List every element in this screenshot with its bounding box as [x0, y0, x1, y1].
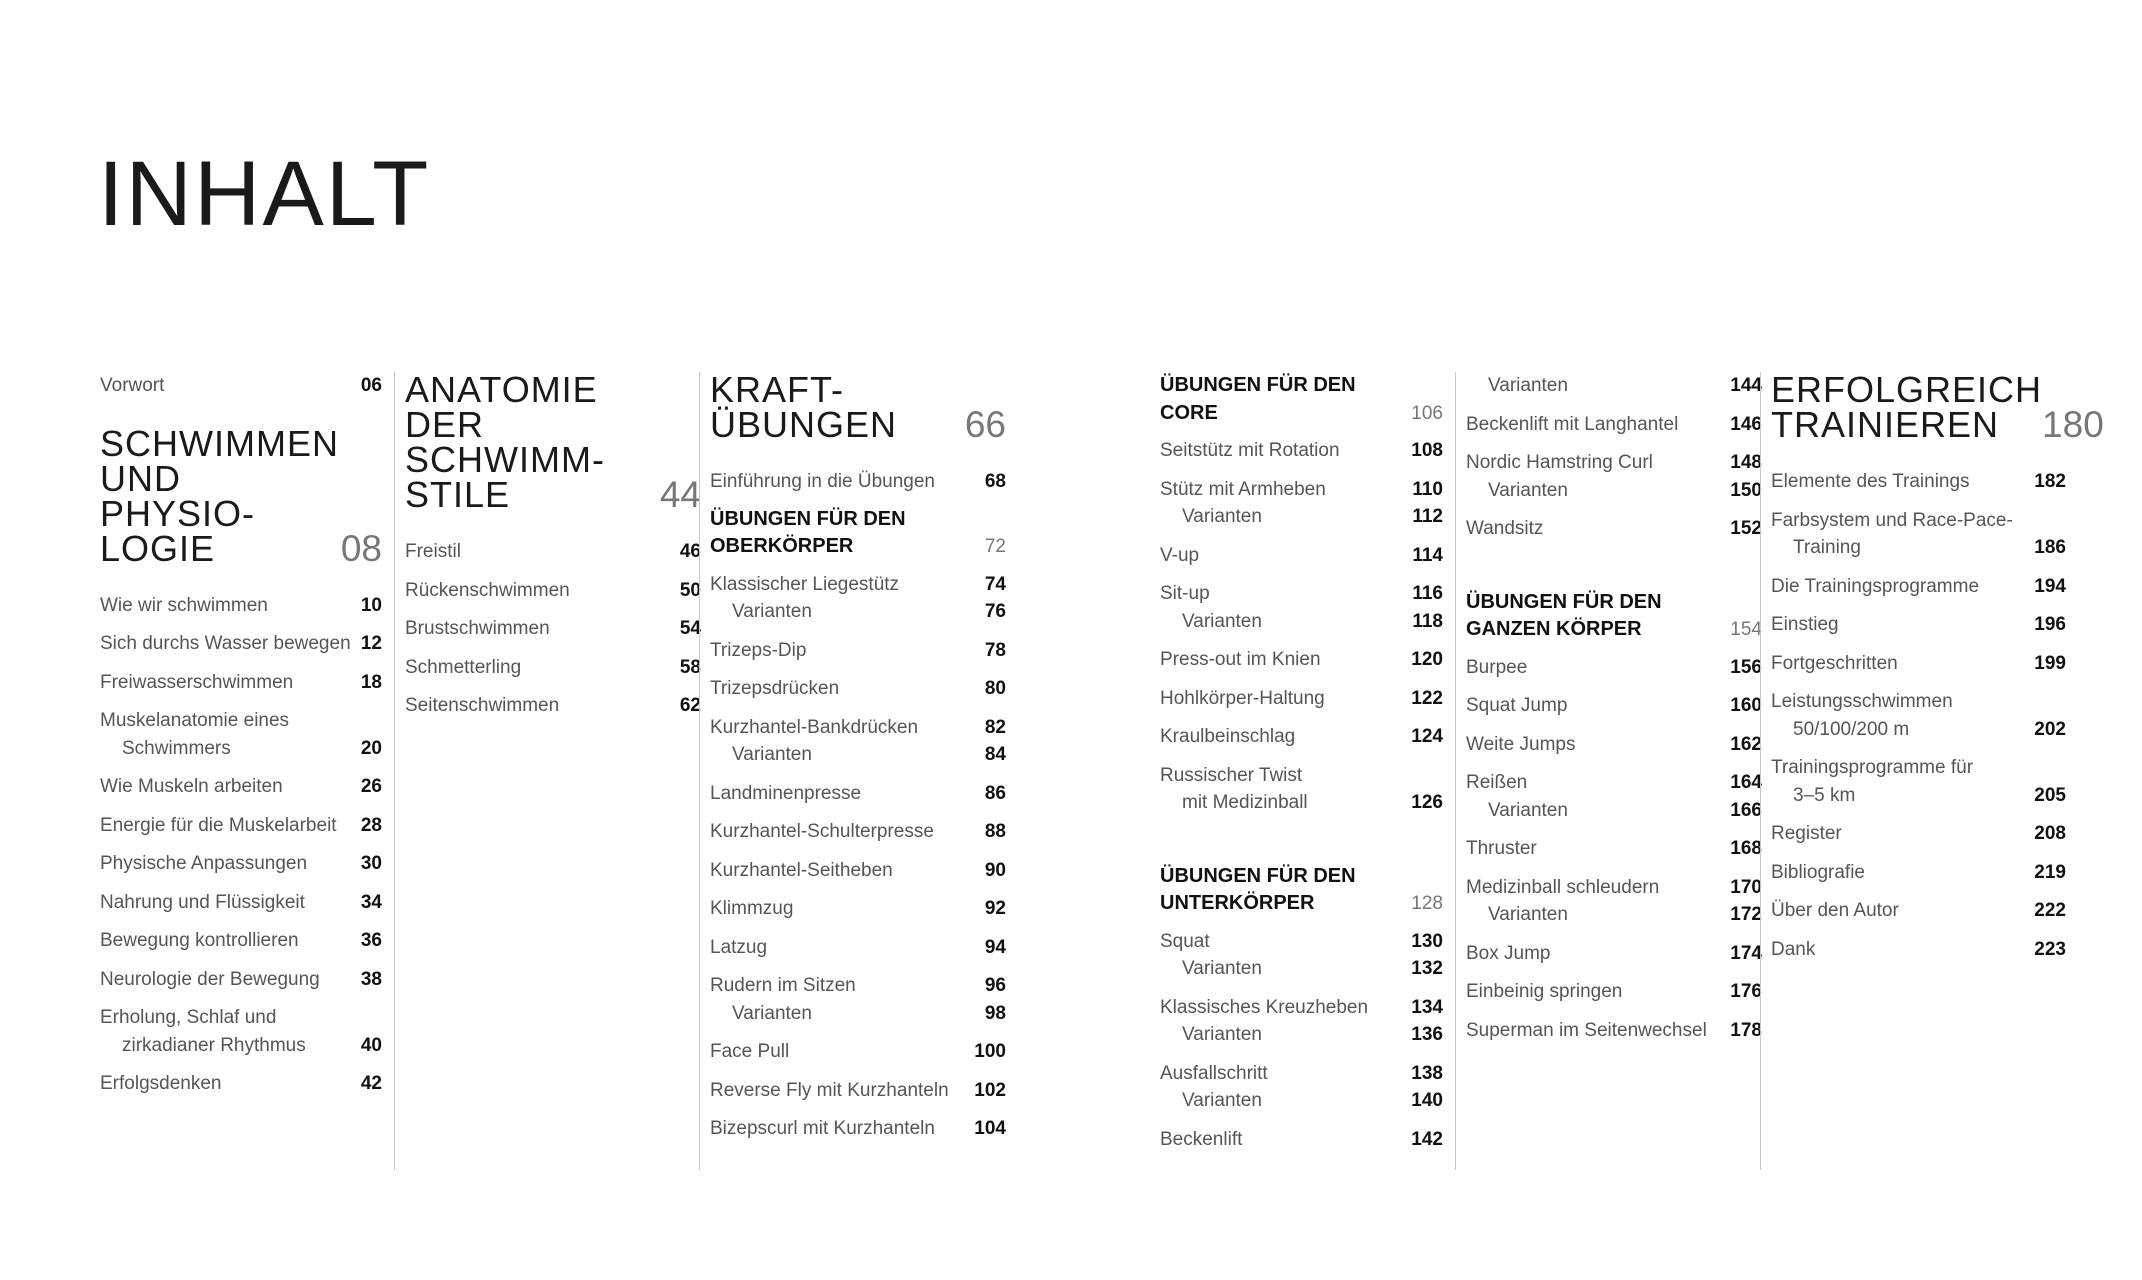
toc-entry-page: 96 98	[984, 975, 1006, 1024]
toc-entry-title: Sit-up Varianten	[1160, 583, 1262, 632]
toc-entry-title: Erfolgsdenken	[100, 1073, 222, 1094]
toc-entry-title: Wandsitz	[1466, 518, 1544, 539]
toc-entry-title: Bewegung kontrollieren	[100, 930, 299, 951]
toc-entry-title: Reverse Fly mit Kurzhanteln	[710, 1079, 949, 1101]
toc-entry[interactable]	[1160, 580, 1443, 635]
toc-entry[interactable]	[1771, 897, 2066, 925]
toc-list	[710, 571, 1006, 1143]
toc-list	[1466, 372, 1762, 543]
toc-entry-title: Thruster	[1466, 838, 1537, 859]
toc-entry[interactable]	[1771, 859, 2066, 887]
toc-entry-page: 90	[984, 859, 1006, 881]
section-title: ERFOLGREICH TRAINIEREN	[1771, 369, 2043, 445]
toc-entry[interactable]	[710, 895, 1006, 923]
toc-entry-title: Seitstütz mit Rotation	[1160, 440, 1340, 461]
toc-entry[interactable]	[1160, 994, 1443, 1049]
toc-entry-page: 34	[360, 891, 382, 913]
toc-entry-title: Klassisches Kreuzheben Varianten	[1160, 996, 1369, 1045]
toc-list	[1466, 654, 1762, 1045]
toc-entry[interactable]	[1771, 507, 2066, 562]
section-page: 08	[340, 527, 382, 569]
toc-entry[interactable]	[1466, 449, 1762, 504]
toc-entry-page: 40	[360, 1034, 382, 1056]
toc-entry-page: 82 84	[984, 716, 1006, 765]
toc-list	[405, 538, 701, 720]
toc-entry-page: 142	[1411, 1128, 1443, 1150]
toc-entry[interactable]	[100, 812, 382, 840]
toc-entry[interactable]	[1160, 437, 1443, 465]
toc-entry-title: Trizepsdrücken	[710, 678, 840, 699]
toc-entry[interactable]	[1466, 692, 1762, 720]
toc-entry[interactable]	[1160, 723, 1443, 751]
toc-entry[interactable]	[710, 818, 1006, 846]
toc-entry-title: Medizinball schleudern Varianten	[1466, 876, 1660, 925]
toc-entry-page: 162	[1730, 733, 1762, 755]
toc-entry-page: 86	[984, 782, 1006, 804]
toc-entry-title: Wie Muskeln arbeiten	[100, 776, 283, 797]
toc-list	[100, 592, 382, 1098]
toc-entry-title: Bibliografie	[1771, 861, 1865, 883]
toc-entry-page: 42	[360, 1073, 382, 1094]
toc-entry-page: 110 112	[1412, 478, 1443, 527]
toc-entry[interactable]	[1160, 476, 1443, 531]
toc-entry[interactable]	[1466, 769, 1762, 824]
toc-entry-title: Freiwasserschwimmen	[100, 671, 294, 693]
toc-entry[interactable]	[100, 707, 382, 762]
toc-column-6	[1760, 369, 2104, 1170]
toc-entry-page: 170 172	[1730, 876, 1762, 925]
toc-entry-title: Press-out im Knien	[1160, 649, 1321, 670]
toc-entry[interactable]	[1160, 928, 1443, 983]
toc-entry-title: Trizeps-Dip	[710, 639, 807, 661]
toc-entry-page: 138 140	[1411, 1062, 1443, 1111]
toc-entry-page: 196	[2034, 614, 2066, 635]
toc-entry[interactable]	[1466, 411, 1762, 439]
toc-entry[interactable]	[710, 1115, 1006, 1143]
toc-entry-title: Kraulbeinschlag	[1160, 726, 1296, 747]
toc-entry[interactable]	[1466, 372, 1762, 400]
toc-entry-title: Über den Autor	[1771, 900, 1899, 921]
toc-entry-page: 174	[1730, 942, 1762, 964]
toc-entry-title: Squat Jump	[1466, 695, 1568, 716]
toc-entry-title: Kurzhantel-Schulterpresse	[710, 821, 934, 842]
toc-entry-page: 10	[360, 594, 382, 616]
toc-entry[interactable]	[100, 850, 382, 878]
toc-column-4	[1160, 372, 1443, 1170]
toc-list	[1160, 437, 1443, 817]
section-heading-training[interactable]	[1771, 369, 2104, 445]
toc-entry-title: Face Pull	[710, 1041, 790, 1062]
toc-entry-title: Neurologie der Bewegung	[100, 968, 320, 990]
toc-entry-title: Physische Anpassungen	[100, 853, 308, 874]
toc-entry-page: 94	[984, 936, 1006, 958]
toc-entry-title: Kurzhantel-Seitheben	[710, 859, 893, 881]
toc-entry-title: Bizepscurl mit Kurzhanteln	[710, 1118, 935, 1139]
toc-entry-title: Nahrung und Flüssigkeit	[100, 891, 305, 913]
section-heading-anatomy[interactable]	[405, 369, 701, 515]
toc-entry-title: Leistungsschwimmen 50/100/200 m	[1771, 691, 1953, 740]
toc-entry-page: 160	[1730, 695, 1762, 716]
toc-entry-title: Wie wir schwimmen	[100, 594, 268, 616]
toc-entry-title: V-up	[1160, 544, 1200, 566]
toc-list	[1771, 468, 2066, 963]
toc-entry-title: Freistil	[405, 541, 461, 562]
toc-entry[interactable]	[100, 889, 382, 917]
toc-entry-title: Einbeinig springen	[1466, 981, 1623, 1002]
section-title: ANATOMIE DER SCHWIMM- STILE	[405, 369, 605, 515]
toc-entry-title: Muskelanatomie eines Schwimmers	[100, 710, 290, 759]
toc-entry-page: 130 132	[1411, 930, 1443, 979]
toc-entry-page: 208	[2034, 823, 2066, 844]
toc-entry-title: Register	[1771, 823, 1842, 844]
toc-entry-title: Russischer Twist mit Medizinball	[1160, 764, 1308, 813]
toc-entry-page: 88	[984, 821, 1006, 842]
toc-entry-page: 126	[1411, 792, 1443, 813]
toc-entry-page: 120	[1411, 649, 1443, 670]
toc-entry-page: 124	[1411, 726, 1443, 747]
toc-entry-page: 54	[679, 618, 701, 639]
toc-entry-title: Box Jump	[1466, 942, 1551, 964]
toc-entry-page: 194	[2034, 575, 2066, 597]
toc-entry-title: Burpee	[1466, 656, 1528, 678]
toc-entry[interactable]	[710, 1077, 1006, 1105]
toc-entry-page: 219	[2034, 861, 2066, 883]
toc-entry[interactable]	[1771, 573, 2066, 601]
toc-entry-title: Landminenpresse	[710, 782, 862, 804]
toc-entry-title: Reißen Varianten	[1466, 772, 1568, 821]
toc-entry-title: Fortgeschritten	[1771, 652, 1898, 674]
toc-entry-title: Latzug	[710, 936, 768, 958]
toc-list	[1160, 928, 1443, 1154]
toc-entry-title: Die Trainingsprogramme	[1771, 575, 1980, 597]
toc-entry[interactable]	[100, 927, 382, 955]
toc-entry-title: Nordic Hamstring Curl Varianten	[1466, 452, 1653, 501]
toc-entry-title: Squat Varianten	[1160, 930, 1262, 979]
toc-entry-page: 116 118	[1412, 583, 1443, 632]
toc-entry-title: Rückenschwimmen	[405, 579, 570, 601]
toc-entry[interactable]	[1771, 936, 2066, 964]
toc-entry-page: 114	[1412, 544, 1443, 566]
toc-entry-page: 205	[2034, 784, 2066, 806]
toc-entry-page: 62	[679, 695, 701, 716]
toc-entry[interactable]	[1771, 611, 2066, 639]
section-page: 44	[659, 474, 701, 515]
subsection-heading-full-body[interactable]: ÜBUNGEN FÜR DEN GANZEN KÖRPER 154	[1466, 590, 1762, 640]
toc-entry[interactable]	[1771, 650, 2066, 678]
toc-entry-page: 148 150	[1730, 452, 1762, 501]
toc-entry[interactable]	[710, 857, 1006, 885]
toc-entry-title: Brustschwimmen	[405, 618, 550, 639]
toc-entry-title: Seitenschwimmen	[405, 695, 560, 716]
toc-entry[interactable]	[1466, 835, 1762, 863]
toc-entry[interactable]	[1160, 542, 1443, 570]
toc-entry[interactable]	[1466, 940, 1762, 968]
toc-entry-page: 168	[1730, 838, 1762, 859]
toc-entry[interactable]	[405, 692, 701, 720]
toc-entry-page: 164 166	[1730, 772, 1762, 821]
toc-entry-page: 102	[974, 1079, 1006, 1101]
toc-entry-title: Schmetterling	[405, 656, 522, 678]
subsection-heading-upper-body[interactable]: ÜBUNGEN FÜR DEN OBERKÖRPER 72	[710, 507, 1006, 557]
toc-entry[interactable]	[100, 1070, 382, 1098]
toc-entry[interactable]	[100, 966, 382, 994]
toc-column-3	[699, 369, 1006, 1170]
toc-entry-page: 58	[679, 656, 701, 678]
toc-column-5	[1455, 372, 1762, 1170]
subsection-heading-core[interactable]: ÜBUNGEN FÜR DEN CORE 106	[1160, 374, 1443, 424]
toc-entry-title: Dank	[1771, 938, 1816, 960]
toc-entry[interactable]	[100, 1004, 382, 1059]
toc-entry-page: 222	[2034, 900, 2066, 921]
toc-entry[interactable]	[1771, 688, 2066, 743]
toc-entry-page: 50	[679, 579, 701, 601]
toc-entry[interactable]	[710, 675, 1006, 703]
toc-entry-page: 30	[360, 853, 382, 874]
toc-entry-title: Stütz mit Armheben Varianten	[1160, 478, 1326, 527]
section-page: 180	[2042, 404, 2104, 445]
toc-entry[interactable]	[1466, 1017, 1762, 1045]
section-heading-strength[interactable]	[710, 369, 1006, 445]
toc-entry-title: Erholung, Schlaf und zirkadianer Rhythmus	[100, 1007, 306, 1056]
toc-entry[interactable]: Vorwort 06	[100, 375, 382, 396]
toc-entry[interactable]	[1771, 468, 2066, 496]
toc-entry-page: 122	[1411, 687, 1443, 709]
toc-entry-title: Ausfallschritt Varianten	[1160, 1062, 1268, 1111]
toc-entry[interactable]	[1466, 654, 1762, 682]
toc-entry-title: Hohlkörper-Haltung	[1160, 687, 1325, 709]
toc-entry[interactable]	[405, 615, 701, 643]
toc-entry[interactable]	[1160, 1126, 1443, 1154]
toc-entry-title: Weite Jumps	[1466, 733, 1576, 755]
toc-entry[interactable]	[405, 654, 701, 682]
section-heading-swimming[interactable]	[100, 422, 382, 569]
toc-entry[interactable]	[1160, 1060, 1443, 1115]
toc-entry-title: Klimmzug	[710, 898, 794, 919]
toc-entry[interactable]	[710, 637, 1006, 665]
toc-entry-page: 78	[984, 639, 1006, 661]
toc-entry-page: 74 76	[984, 573, 1006, 622]
toc-entry-page: 146	[1730, 413, 1762, 435]
page-title: INHALT	[98, 143, 431, 245]
toc-entry[interactable]	[100, 773, 382, 801]
section-page: 66	[964, 404, 1006, 445]
toc-entry-title: Klassischer Liegestütz Varianten	[710, 573, 900, 622]
toc-entry[interactable]	[100, 592, 382, 620]
toc-entry[interactable]: Einführung in die Übungen 68	[710, 471, 1006, 492]
toc-entry[interactable]	[710, 972, 1006, 1027]
toc-entry-page: 186	[2034, 537, 2066, 558]
toc-entry-page: 152	[1730, 518, 1762, 539]
toc-entry[interactable]	[710, 934, 1006, 962]
toc-entry[interactable]	[1160, 646, 1443, 674]
toc-entry-title: Kurzhantel-Bankdrücken Varianten	[710, 716, 919, 765]
toc-entry-title: Beckenlift	[1160, 1128, 1243, 1150]
toc-entry-page: 100	[974, 1041, 1006, 1062]
toc-entry[interactable]	[100, 669, 382, 697]
toc-entry-page: 178	[1730, 1019, 1762, 1041]
toc-entry-page: 28	[360, 814, 382, 836]
toc-entry-page: 80	[984, 678, 1006, 699]
toc-entry-page: 223	[2034, 938, 2066, 960]
subsection-heading-lower-body[interactable]: ÜBUNGEN FÜR DEN UNTERKÖRPER 128	[1160, 864, 1443, 914]
toc-entry-title: Beckenlift mit Langhantel	[1466, 413, 1679, 435]
toc-entry[interactable]	[405, 577, 701, 605]
toc-entry[interactable]	[1160, 762, 1443, 817]
toc-entry[interactable]	[1466, 731, 1762, 759]
toc-entry-page: 12	[360, 633, 382, 654]
toc-entry-page: 156	[1730, 656, 1762, 678]
toc-entry-title: Varianten	[1488, 375, 1568, 396]
toc-entry-title: Elemente des Trainings	[1771, 471, 1970, 492]
toc-entry-page: 108	[1411, 440, 1443, 461]
toc-entry-page: 199	[2034, 652, 2066, 674]
toc-entry-title: Farbsystem und Race-Pace- Training	[1771, 509, 2013, 558]
toc-entry[interactable]	[100, 630, 382, 658]
toc-entry[interactable]	[710, 571, 1006, 626]
toc-entry-page: 144	[1730, 375, 1762, 396]
toc-entry[interactable]	[1466, 515, 1762, 543]
toc-entry-page: 18	[360, 671, 382, 693]
toc-entry-title: Sich durchs Wasser bewegen	[100, 633, 351, 654]
toc-entry-page: 46	[679, 541, 701, 562]
toc-entry-title: Rudern im Sitzen Varianten	[710, 975, 856, 1024]
toc-column-2	[394, 369, 701, 1170]
toc-entry-page: 202	[2034, 718, 2066, 740]
section-title: SCHWIMMEN UND PHYSIO- LOGIE	[100, 422, 339, 569]
toc-entry[interactable]	[710, 780, 1006, 808]
toc-entry-title: Einstieg	[1771, 614, 1839, 635]
toc-entry-page: 134 136	[1411, 996, 1443, 1045]
toc-entry[interactable]	[1466, 874, 1762, 929]
toc-entry-page: 176	[1730, 981, 1762, 1002]
toc-entry-page: 38	[360, 968, 382, 990]
toc-entry[interactable]	[710, 1038, 1006, 1066]
toc-entry-page: 104	[974, 1118, 1006, 1139]
toc-entry[interactable]	[1771, 820, 2066, 848]
toc-entry-title: Energie für die Muskelarbeit	[100, 814, 337, 836]
toc-entry-page: 20	[360, 737, 382, 759]
toc-entry[interactable]	[405, 538, 701, 566]
toc-entry-title: Superman im Seitenwechsel	[1466, 1019, 1707, 1041]
toc-entry[interactable]	[710, 714, 1006, 769]
toc-entry[interactable]	[1771, 754, 2066, 809]
toc-column-1	[100, 372, 382, 1170]
toc-entry[interactable]	[1466, 978, 1762, 1006]
toc-entry-page: 26	[360, 776, 382, 797]
toc-entry-page: 182	[2034, 471, 2066, 492]
toc-entry-page: 92	[984, 898, 1006, 919]
toc-entry[interactable]	[1160, 685, 1443, 713]
section-title: KRAFT- ÜBUNGEN	[710, 369, 898, 445]
toc-entry-page: 36	[360, 930, 382, 951]
toc-entry-title: Trainingsprogramme für 3–5 km	[1771, 757, 1974, 806]
